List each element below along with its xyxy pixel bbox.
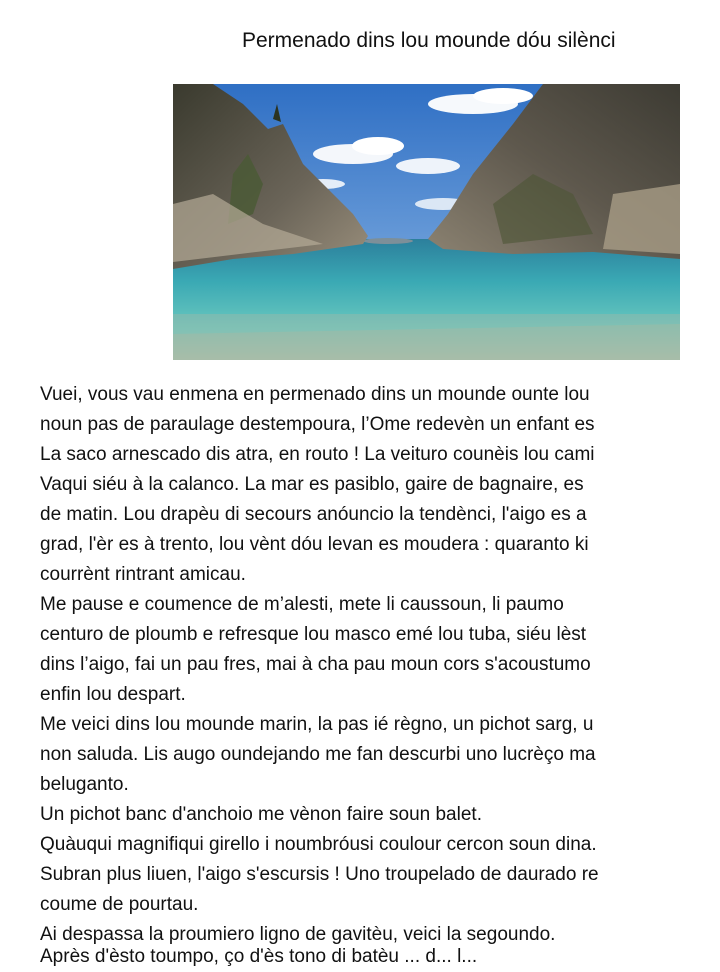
- article-body: [40, 380, 720, 950]
- body-line: centuro de ploumb e refresque lou masco emé lou tuba, siéu lèst: [40, 624, 587, 645]
- body-line: de matin. Lou drapèu di secours anóuncio la tendènci, l'aigo es a: [40, 504, 587, 525]
- body-line: Me pause e coumence de m’alesti, mete li caussoun, li paumo: [40, 594, 564, 615]
- body-line: Ai despassa la proumiero ligno de gavitèu, veici la segoundo.: [40, 924, 556, 945]
- body-line: Vuei, vous vau enmena en permenado dins un mounde ounte lou: [40, 384, 590, 405]
- body-line: Vaqui siéu à la calanco. La mar es pasiblo, gaire de bagnaire, es: [40, 474, 584, 495]
- body-line: enfin lou despart.: [40, 684, 186, 705]
- cut-off-line: [40, 946, 700, 967]
- body-line: non saluda. Lis augo oundejando me fan descurbi uno lucrèço ma: [40, 744, 596, 765]
- body-line: La saco arnescado dis atra, en routo ! La veituro counèis lou cami: [40, 444, 595, 465]
- body-line: grad, l'èr es à trento, lou vènt dóu levan es moudera : quaranto ki: [40, 534, 589, 555]
- body-line: Un pichot banc d'anchoio me vènon faire soun balet.: [40, 804, 482, 825]
- calanque-photo-icon: [173, 84, 680, 360]
- body-line: Subran plus liuen, l'aigo s'escursis ! Uno troupelado de daurado re: [40, 864, 599, 885]
- body-line: Quàuqui magnifiqui girello i noumbróusi coulour cercon soun dina.: [40, 834, 597, 855]
- calanque-photo: [173, 84, 680, 360]
- body-line: coume de pourtau.: [40, 894, 199, 915]
- page-title: Permenado dins lou mounde dóu silènci: [242, 29, 616, 52]
- body-line: courrènt rintrant amicau.: [40, 564, 246, 585]
- body-line: noun pas de paraulage destempoura, l’Ome redevèn un enfant es: [40, 414, 595, 435]
- body-line: Me veici dins lou mounde marin, la pas ié règno, un pichot sarg, u: [40, 714, 594, 735]
- body-line: dins l’aigo, fai un pau fres, mai à cha pau moun cors s'acoustumo: [40, 654, 591, 675]
- cut-off-line-text: Après d'èsto toumpo, ço d'ès tono di batèu ... d... l...: [40, 946, 478, 967]
- body-line: beluganto.: [40, 774, 129, 795]
